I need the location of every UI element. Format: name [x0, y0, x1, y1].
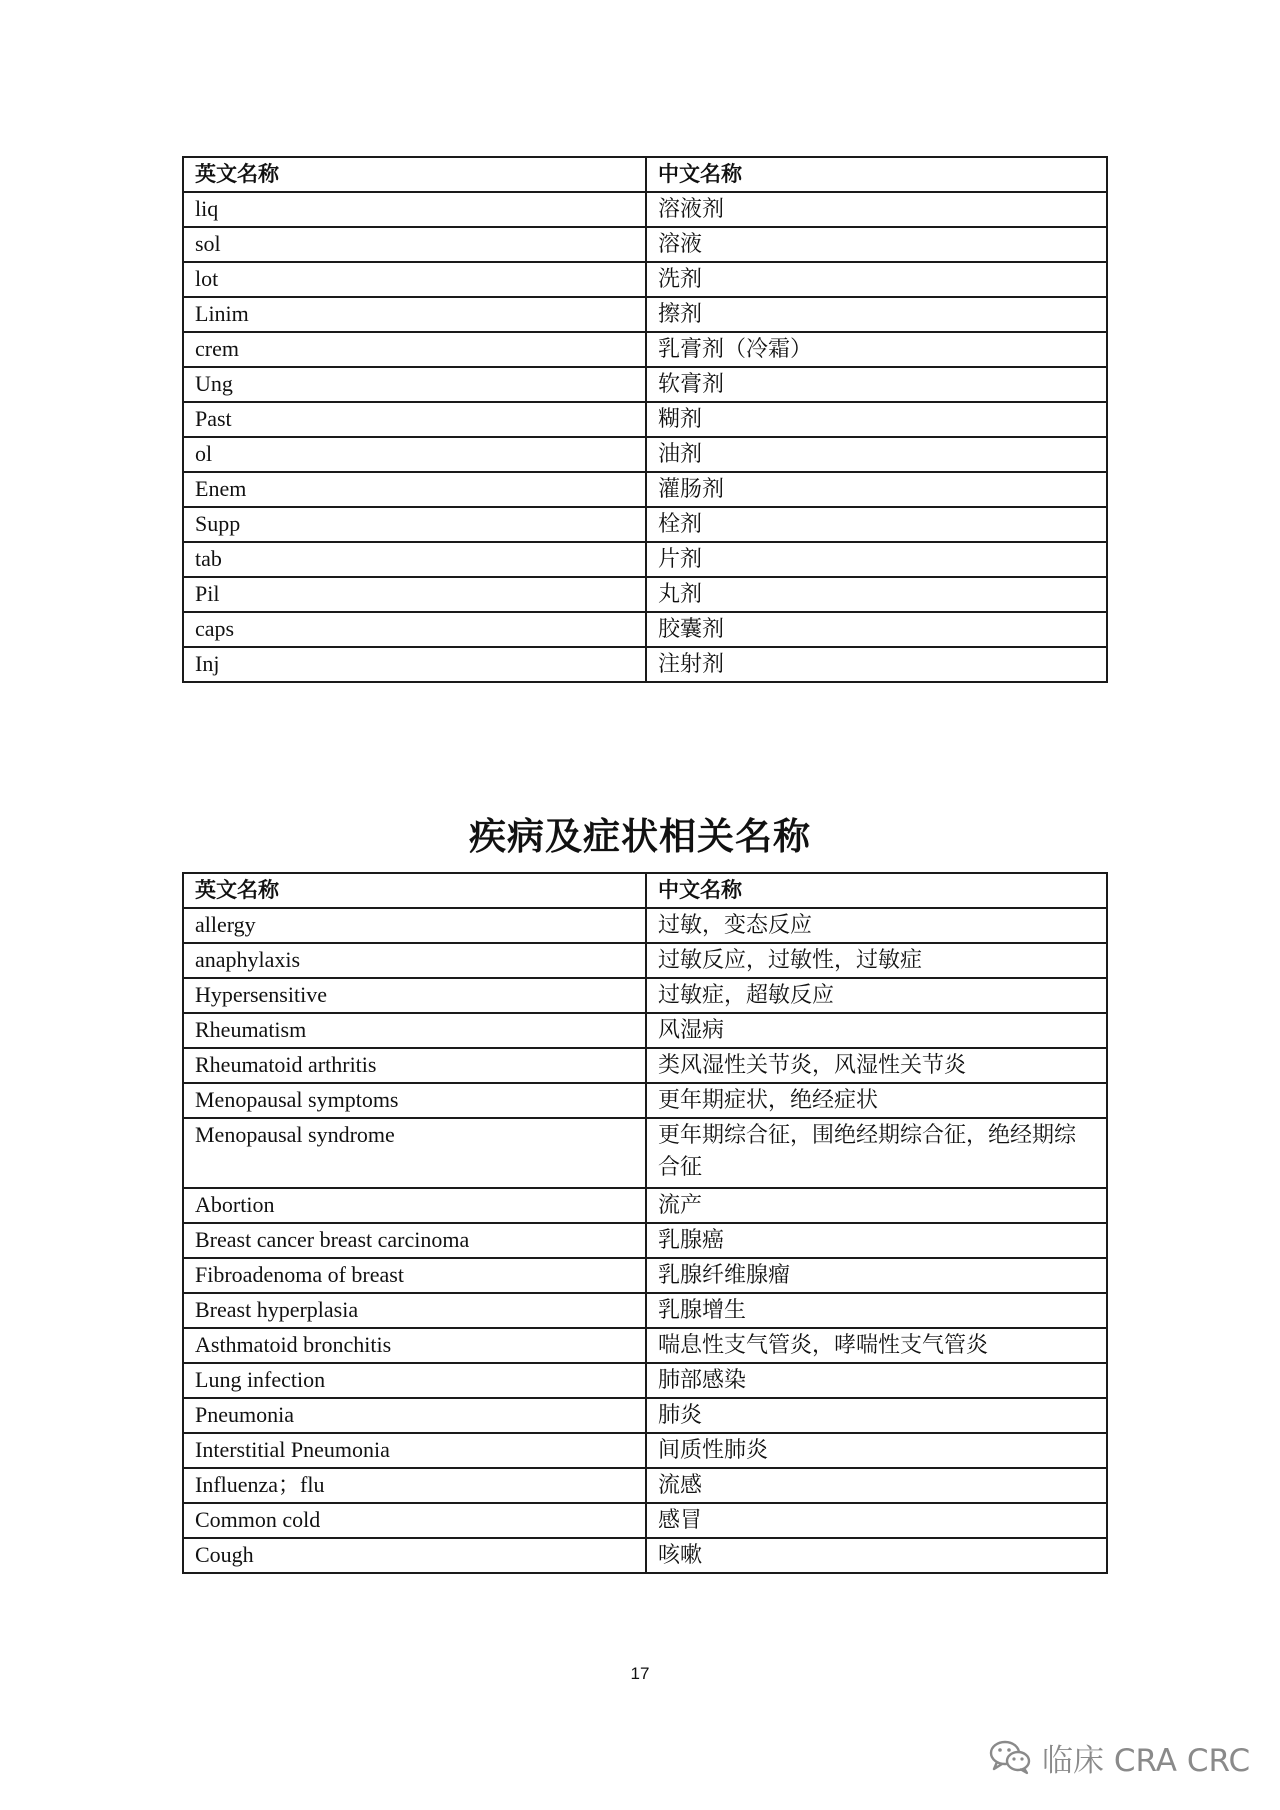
table-row [183, 1223, 1107, 1258]
chinese-name-cell: 栓剂 [646, 507, 1107, 542]
table-row [183, 507, 1107, 542]
table-row [183, 472, 1107, 507]
chinese-name-cell: 油剂 [646, 437, 1107, 472]
english-name-cell: Ung [183, 367, 646, 402]
table-row [183, 1503, 1107, 1538]
english-name-cell: Pneumonia [183, 1398, 646, 1433]
section-title: 疾病及症状相关名称 [469, 815, 811, 858]
chinese-name-cell: 风湿病 [646, 1013, 1107, 1048]
chinese-name-cell: 丸剂 [646, 577, 1107, 612]
chinese-name-cell: 注射剂 [646, 647, 1107, 682]
table-row [183, 612, 1107, 647]
table-row [183, 1013, 1107, 1048]
chinese-name-cell: 洗剂 [646, 262, 1107, 297]
chinese-name-cell: 片剂 [646, 542, 1107, 577]
table-row [183, 367, 1107, 402]
chinese-name-cell: 溶液 [646, 227, 1107, 262]
english-name-cell: crem [183, 332, 646, 367]
english-name-cell: Past [183, 402, 646, 437]
chinese-name-cell: 乳腺癌 [646, 1223, 1107, 1258]
table-row [183, 1118, 1107, 1188]
english-name-cell: Enem [183, 472, 646, 507]
disease-symptom-table [182, 872, 1108, 1574]
table-row [183, 1398, 1107, 1433]
table-row [183, 1468, 1107, 1503]
chinese-name-cell: 感冒 [646, 1503, 1107, 1538]
table-row [183, 978, 1107, 1013]
wechat-icon [988, 1739, 1034, 1775]
english-name-cell: Rheumatoid arthritis [183, 1048, 646, 1083]
english-name-cell: 英文名称 [183, 157, 646, 192]
chinese-name-cell: 肺炎 [646, 1398, 1107, 1433]
chinese-name-cell: 间质性肺炎 [646, 1433, 1107, 1468]
chinese-name-cell: 胶囊剂 [646, 612, 1107, 647]
table-row [183, 908, 1107, 943]
chinese-name-cell: 咳嗽 [646, 1538, 1107, 1573]
chinese-name-cell: 流感 [646, 1468, 1107, 1503]
table-row [183, 1083, 1107, 1118]
table-row [183, 542, 1107, 577]
table-row [183, 1433, 1107, 1468]
english-name-cell: Inj [183, 647, 646, 682]
watermark-text: 临床 CRA CRC [1042, 1742, 1251, 1779]
english-name-cell: sol [183, 227, 646, 262]
table-row [183, 1048, 1107, 1083]
table-row [183, 577, 1107, 612]
table-row [183, 402, 1107, 437]
table-row [183, 647, 1107, 682]
english-name-cell: caps [183, 612, 646, 647]
english-name-cell: Supp [183, 507, 646, 542]
page-number: 17 [630, 1664, 650, 1683]
english-name-cell: liq [183, 192, 646, 227]
english-name-cell: Menopausal symptoms [183, 1083, 646, 1118]
english-name-cell: Fibroadenoma of breast [183, 1258, 646, 1293]
table-row [183, 943, 1107, 978]
english-name-cell: 英文名称 [183, 873, 646, 908]
table-row [183, 1538, 1107, 1573]
table-row [183, 1188, 1107, 1223]
chinese-name-cell: 乳膏剂（冷霜） [646, 332, 1107, 367]
chinese-name-cell: 更年期综合征，围绝经期综合征，绝经期综合征 [646, 1118, 1107, 1188]
english-name-cell: Asthmatoid bronchitis [183, 1328, 646, 1363]
table-row [183, 227, 1107, 262]
table-row [183, 1258, 1107, 1293]
english-name-cell: Lung infection [183, 1363, 646, 1398]
english-name-cell: Linim [183, 297, 646, 332]
english-name-cell: Breast cancer breast carcinoma [183, 1223, 646, 1258]
chinese-name-cell: 中文名称 [646, 157, 1107, 192]
chinese-name-cell: 喘息性支气管炎，哮喘性支气管炎 [646, 1328, 1107, 1363]
chinese-name-cell: 糊剂 [646, 402, 1107, 437]
chinese-name-cell: 过敏反应，过敏性，过敏症 [646, 943, 1107, 978]
table-row [183, 1363, 1107, 1398]
dosage-form-table [182, 156, 1108, 683]
english-name-cell: anaphylaxis [183, 943, 646, 978]
english-name-cell: Common cold [183, 1503, 646, 1538]
chinese-name-cell: 流产 [646, 1188, 1107, 1223]
english-name-cell: Hypersensitive [183, 978, 646, 1013]
english-name-cell: tab [183, 542, 646, 577]
table-row [183, 1293, 1107, 1328]
table-header-row [183, 873, 1107, 908]
english-name-cell: Rheumatism [183, 1013, 646, 1048]
english-name-cell: allergy [183, 908, 646, 943]
chinese-name-cell: 擦剂 [646, 297, 1107, 332]
chinese-name-cell: 中文名称 [646, 873, 1107, 908]
chinese-name-cell: 过敏症，超敏反应 [646, 978, 1107, 1013]
table-row [183, 437, 1107, 472]
table-row [183, 332, 1107, 367]
table-row [183, 1328, 1107, 1363]
english-name-cell: lot [183, 262, 646, 297]
english-name-cell: Pil [183, 577, 646, 612]
table-row [183, 297, 1107, 332]
table-row [183, 262, 1107, 297]
english-name-cell: Abortion [183, 1188, 646, 1223]
chinese-name-cell: 类风湿性关节炎，风湿性关节炎 [646, 1048, 1107, 1083]
watermark [988, 1737, 1250, 1777]
chinese-name-cell: 软膏剂 [646, 367, 1107, 402]
english-name-cell: Influenza；flu [183, 1468, 646, 1503]
chinese-name-cell: 乳腺增生 [646, 1293, 1107, 1328]
chinese-name-cell: 更年期症状，绝经症状 [646, 1083, 1107, 1118]
chinese-name-cell: 乳腺纤维腺瘤 [646, 1258, 1107, 1293]
table-header-row [183, 157, 1107, 192]
chinese-name-cell: 过敏，变态反应 [646, 908, 1107, 943]
english-name-cell: Breast hyperplasia [183, 1293, 646, 1328]
chinese-name-cell: 溶液剂 [646, 192, 1107, 227]
english-name-cell: Menopausal syndrome [183, 1118, 646, 1188]
chinese-name-cell: 灌肠剂 [646, 472, 1107, 507]
english-name-cell: Interstitial Pneumonia [183, 1433, 646, 1468]
english-name-cell: ol [183, 437, 646, 472]
chinese-name-cell: 肺部感染 [646, 1363, 1107, 1398]
table-row [183, 192, 1107, 227]
english-name-cell: Cough [183, 1538, 646, 1573]
